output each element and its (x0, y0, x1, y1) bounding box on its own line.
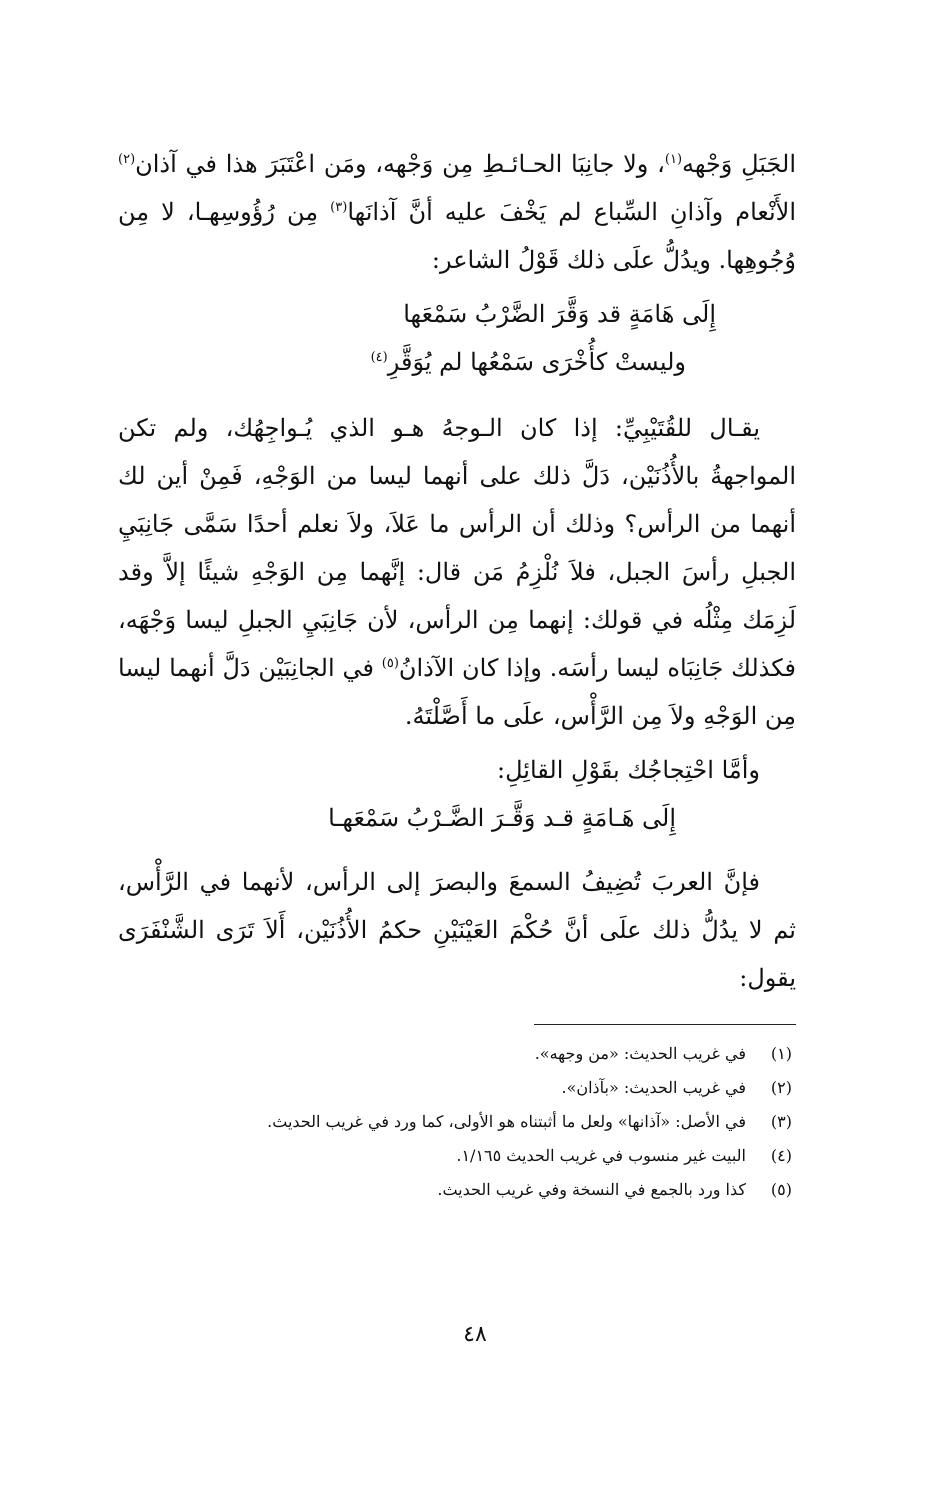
page-content (118, 140, 796, 1207)
footnote-1 (118, 1037, 796, 1071)
footnote-text: في غريب الحديث: «من وجهه». (534, 1044, 746, 1063)
paragraph-1-part-2: ، ولا جانِبَا الحـائـطِ مِن وَجْهه، ومَن اعْتَبَرَ هذا في آذان (135, 150, 665, 178)
footnote-5 (118, 1173, 796, 1207)
footnote-number: (٤) (770, 1146, 792, 1165)
page-number: ٤٨ (463, 1322, 487, 1347)
paragraph-1-part-3: الأَنْعام وآذانِ السِّباع لم يَخْفَ عليه أنَّ آذانَها (347, 198, 796, 226)
footnotes-list (118, 1037, 796, 1207)
footnote-number: (٥) (770, 1180, 792, 1199)
paragraph-2 (118, 404, 796, 740)
footnote-4 (118, 1139, 796, 1173)
footnote-text: كذا ورد بالجمع في النسخة وفي غريب الحديث. (437, 1180, 746, 1199)
footnote-3 (118, 1105, 796, 1139)
verse-2: إِلَى هَـامَةٍ قـد وَقَّـرَ الضَّـرْبُ سَمْعَهـا (328, 804, 676, 832)
footnote-ref-5: (٥) (381, 656, 399, 671)
paragraph-2-tail: في الجانِبَيْن دَلَّ أنهما ليسا مِن الوَجْهِ ولاَ مِن الرَّأْس، علَى ما أَصَّلْتَهُ. (118, 654, 796, 730)
paragraph-1-part-4: مِن رُؤُوسِهـا، لا مِن وُجُوهِها. ويدُلُّ علَى ذلك قَوْلُ الشاعر: (118, 198, 796, 274)
paragraph-1 (118, 140, 796, 284)
verse-1-hemistich-1: إِلَى هَامَةٍ قد وَقَّرَ الضَّرْبُ سَمْعَها (403, 300, 716, 328)
verse-1-hemistich-2-text: وليستْ كأُخْرَى سَمْعُها لم يُوَقَّرِ (387, 348, 686, 376)
footnote-text: في غريب الحديث: «بآذان». (561, 1078, 746, 1097)
footnote-number: (١) (770, 1044, 792, 1063)
paragraph-4: فإنَّ العربَ تُضِيفُ السمعَ والبصرَ إلى الرأس، لأنهما في الرَّأْس، ثم لا يدُلُّ ذلك علَى أنَّ حُكْمَ العَيْنَيْنِ حكمُ الأُذُنَيْن، أَلاَ تَرَى الشَّنْفَرَى يقول: (118, 868, 796, 992)
footnote-2 (118, 1071, 796, 1105)
footnote-number: (٢) (770, 1078, 792, 1097)
paragraph-2-text: يقـال للقُتَيْبِيِّ: إذا كان الـوجهُ هـو الذي يُـواجِهُك، ولم تكن المواجهةُ بالأُذُنَيْن، دَلَّ ذلك على أنهما ليسا من الوَجْهِ، فَمِنْ أين لك أنهما من الرأس؟ وذلك أن الرأس ما عَلاَ، ولاَ نعلم أحدًا سَمَّى جَانِبَيِ الجبلِ رأسَ الجبل، فلاَ نُلْزِمُ مَن قال: إنَّهما مِن الوَجْهِ شيئًا إلاَّ وقد لَزِمَك مِثْلُه في قولك: إنهما مِن الرأس، لأن جَانِبَيِ الجبلِ ليسا وَجْهَه، فكذلك جَانِبَاه ليسا رأسَه. وإذا كان الآذانُ (118, 414, 797, 682)
footnote-ref-1: (١) (664, 152, 683, 167)
paragraph-3: وأمَّا احْتِجاجُك بقَوْلِ القائِلِ: (497, 756, 760, 784)
footnote-divider (534, 1024, 796, 1025)
footnote-ref-3: (٣) (330, 200, 348, 215)
verse-1-hemistich-2 (118, 338, 796, 386)
footnote-ref-2: (٢) (118, 152, 136, 167)
paragraph-1-part-1: الجَبَلِ وَجْهه (682, 150, 796, 178)
footnote-text: في الأصل: «آذانها» ولعل ما أثبتناه هو الأولى، كما ورد في غريب الحديث. (267, 1112, 746, 1131)
footnote-number: (٣) (770, 1112, 792, 1131)
footnote-ref-4: (٤) (370, 350, 388, 365)
footnote-text: البيت غير منسوب في غريب الحديث ١/١٦٥. (456, 1146, 746, 1165)
